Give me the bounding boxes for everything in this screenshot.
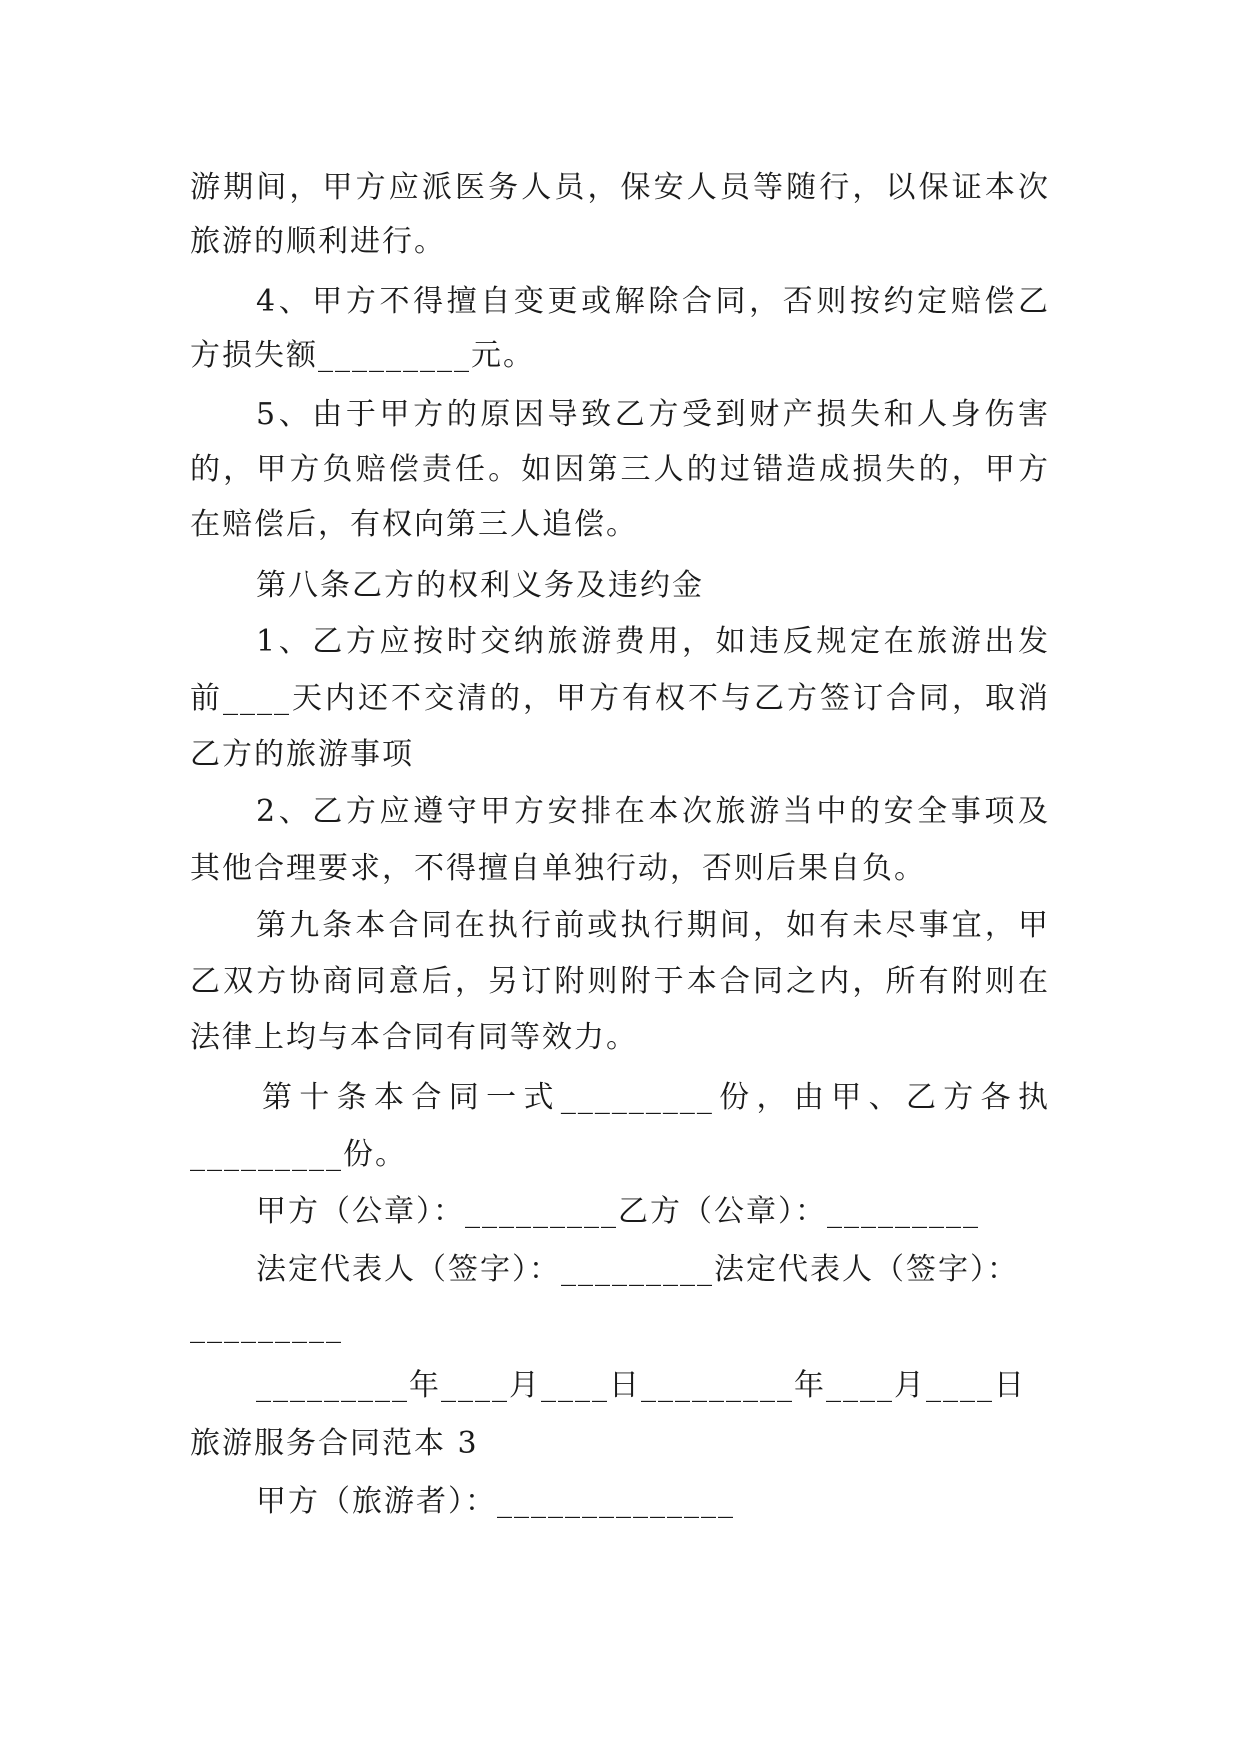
party-a-line: 甲方（旅游者）：______________ [256, 1484, 735, 1519]
paragraph-line: 法律上均与本合同有同等效力。 [190, 1020, 638, 1055]
date-line: _________年____月____日_________年____月____日 [256, 1368, 1026, 1403]
paragraph-line: 4、甲方不得擅自变更或解除合同，否则按约定赔偿乙 [256, 284, 1050, 319]
paragraph-line: 5、由于甲方的原因导致乙方受到财产损失和人身伤害 [256, 397, 1050, 432]
signature-line-company: 甲方（公章）：_________乙方（公章）：_________ [256, 1194, 980, 1229]
paragraph-line: 游期间，甲方应派医务人员，保安人员等随行，以保证本次 [190, 170, 1050, 205]
paragraph-line: 旅游的顺利进行。 [190, 224, 446, 259]
paragraph-line: 第九条本合同在执行前或执行期间，如有未尽事宜，甲 [256, 908, 1050, 943]
signature-blank: _________ [190, 1309, 343, 1344]
paragraph-line: 在赔偿后，有权向第三人追偿。 [190, 507, 638, 542]
paragraph-line: 第十条本合同一式_________份，由甲、乙方各执 [262, 1080, 1050, 1115]
paragraph-line: 方损失额_________元。 [190, 338, 535, 373]
paragraph-line: 1、乙方应按时交纳旅游费用，如违反规定在旅游出发 [256, 624, 1050, 659]
signature-line-representative: 法定代表人（签字）：_________法定代表人（签字）： [256, 1252, 1019, 1287]
paragraph-line: _________份。 [190, 1137, 407, 1172]
section-title: 旅游服务合同范本 3 [190, 1426, 479, 1461]
section-heading: 第八条乙方的权利义务及违约金 [256, 568, 704, 603]
paragraph-line: 的，甲方负赔偿责任。如因第三人的过错造成损失的，甲方 [190, 452, 1050, 487]
paragraph-line: 乙双方协商同意后，另订附则附于本合同之内，所有附则在 [190, 964, 1050, 999]
paragraph-line: 乙方的旅游事项 [190, 737, 414, 772]
paragraph-line: 2、乙方应遵守甲方安排在本次旅游当中的安全事项及 [256, 794, 1050, 829]
paragraph-line: 其他合理要求，不得擅自单独行动，否则后果自负。 [190, 851, 926, 886]
paragraph-line: 前____天内还不交清的，甲方有权不与乙方签订合同，取消 [190, 681, 1050, 716]
